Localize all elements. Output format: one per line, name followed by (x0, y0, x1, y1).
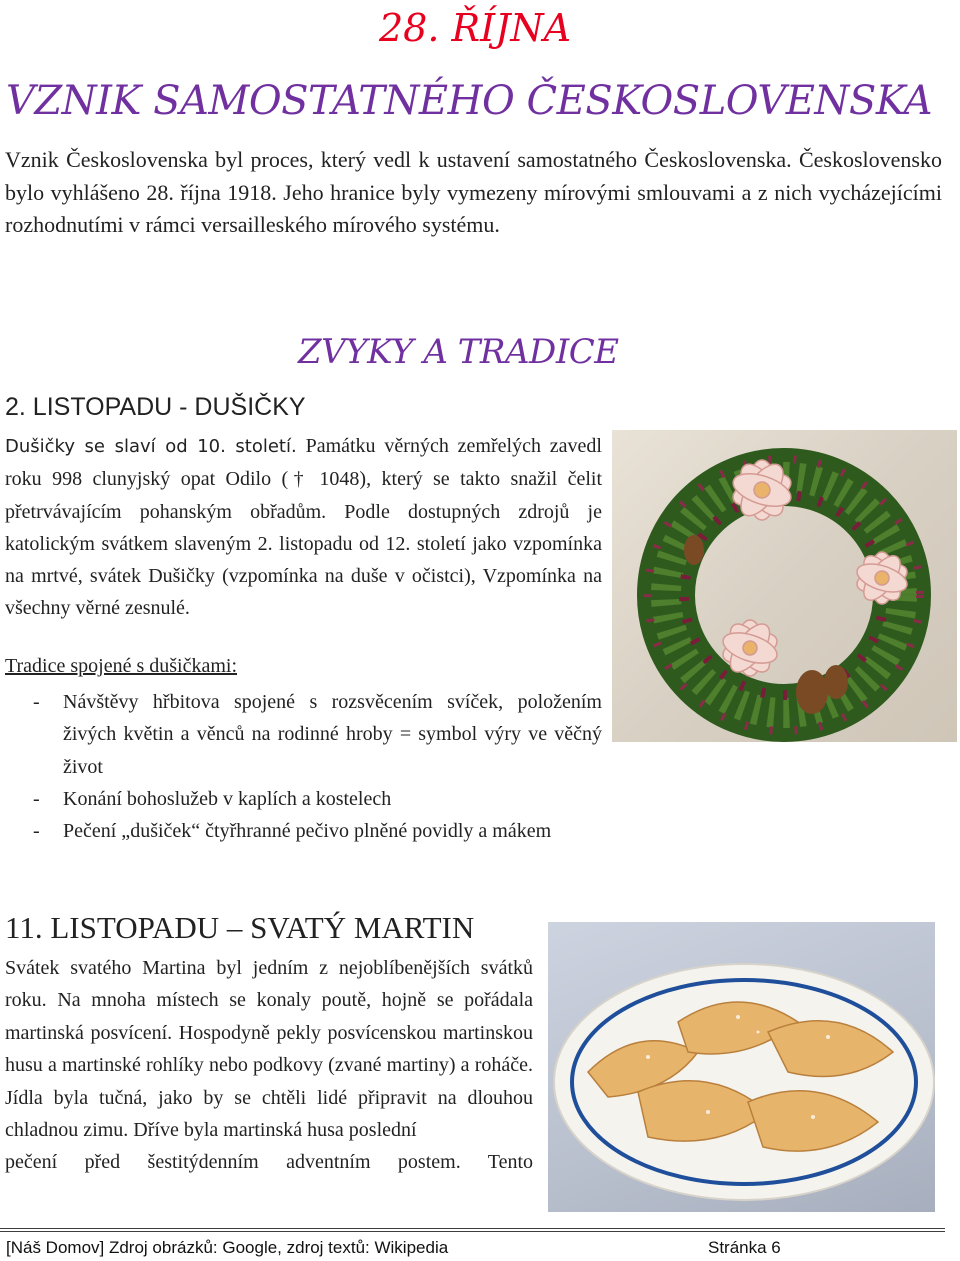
wreath-photo (612, 430, 957, 742)
traditions-label: Tradice spojené s dušičkami: (5, 655, 238, 677)
footer-source: [Náš Domov] Zdroj obrázků: Google, zdroj textů: Wikipedia (6, 1238, 449, 1257)
list-item: - Návštěvy hřbitova spojené s rozsvěcením svíček, položením živých květin a věnců na rodinné hroby = symbol výry ve věčný život (5, 686, 602, 783)
dusicky-heading: 2. LISTOPADU - DUŠIČKY (5, 393, 306, 421)
list-dash: - (33, 691, 40, 713)
list-item: - Konání bohoslužeb v kaplích a kostelech (5, 783, 753, 815)
customs-heading: ZVYKY A TRADICE (298, 332, 619, 372)
page-title: VZNIK SAMOSTATNÉHO ČESKOSLOVENSKA (6, 78, 932, 124)
date-heading: 28. ŘÍJNA (378, 6, 572, 50)
dusicky-body: Památku věrných zemřelých zavedl roku 998 clunyjský opat Odilo († 1048), který se takto snažil čelit přetrvávajícím pohanským obřadům. Podle dostupných zdrojů je katolickým svátkem slaveným 2. listopadu od 12. století jako vzpomínka na mrtvé, svátek Dušičky (vzpomínka na duše v očistci), Vzpomínka na všechny věrné zesnulé. (5, 435, 602, 620)
list-dash: - (33, 787, 40, 810)
martin-last-line: pečení před šestitýdenním adventním postem. Tento (5, 1151, 533, 1174)
list-dash: - (33, 820, 40, 843)
list-item: - Pečení „dušiček“ čtyřhranné pečivo plněné povidly a mákem (5, 815, 753, 847)
pastry-illustration (548, 922, 935, 1212)
footer-divider (0, 1228, 945, 1232)
dusicky-lead: Dušičky se slaví od 10. století. (5, 436, 297, 457)
wreath-illustration (612, 430, 957, 742)
page-number: Stránka 6 (708, 1238, 781, 1257)
intro-paragraph: Vznik Československa byl proces, který vedl k ustavení samostatného Československa. Československo bylo vyhlášeno 28. října 1918. Jeho hranice byly vymezeny mírovými smlouvami a z nich vycházejícími rozhodnutími v rámci versailleského mírového systému. (5, 147, 942, 237)
martin-paragraph (5, 952, 533, 1179)
traditions-list (5, 686, 602, 847)
martin-body: Svátek svatého Martina byl jedním z nejoblíbenějších svátků roku. Na mnoha místech se konaly poutě, hojně se pořádala martinská posvícení. Hospodyně pekly posvícenskou martinskou husu a martinské rohlíky nebo podkovy (zvané martiny) a roháče. Jídla byla tučná, jako by se chtěli lidé připravit na dlouhou chladnou zimu. Dříve byla martinská husa poslední (5, 957, 533, 1142)
dusicky-paragraph (5, 430, 602, 625)
martin-heading: 11. LISTOPADU – SVATÝ MARTIN (5, 910, 475, 945)
pastry-photo (548, 922, 935, 1212)
